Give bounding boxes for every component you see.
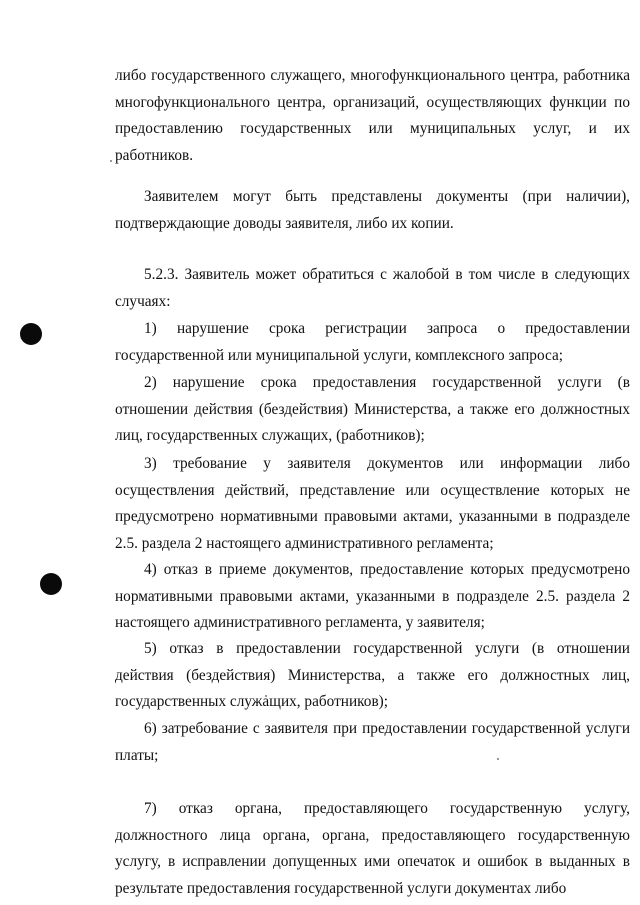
- list-item-3: 3) требование у заявителя документов или информации либо осуществления действий, представление или осуществление которых не предусмотрено нормативными правовыми актами, указанными в подразделе 2.5. раздела 2 настоящего административного регламента;: [115, 455, 630, 552]
- list-item-5: 5) отказ в предоставлении государственной услуги (в отношении действия (бездействия) Министерства, а также его должностных лиц, государственных служащих, работников);: [115, 640, 630, 710]
- punch-hole-lower: [40, 573, 62, 595]
- scan-speck: [110, 160, 112, 162]
- list-item-2: 2) нарушение срока предоставления государственной услуги (в отношении действия (бездействия) Министерства, а также его должностных лиц, государственных служащих, (работников);: [115, 374, 630, 444]
- paragraph-continuation: либо государственного служащего, многофункционального центра, работника многофункционального центра, организаций, осуществляющих функции по предоставлению государственных или муниципальных услуг, и их работников.: [115, 67, 630, 164]
- paragraph-evidence: Заявителем могут быть представлены документы (при наличии), подтверждающие доводы заявителя, либо их копии.: [115, 188, 630, 232]
- section-5-2-3-heading: 5.2.3. Заявитель может обратиться с жалобой в том числе в следующих случаях:: [115, 266, 630, 310]
- punch-hole-upper: [20, 323, 42, 345]
- list-item-1: 1) нарушение срока регистрации запроса о предоставлении государственной или муниципальной услуги, комплексного запроса;: [115, 320, 630, 364]
- list-item-4: 4) отказ в приеме документов, предоставление которых предусмотрено нормативными правовыми актами, указанными в подразделе 2.5. раздела 2 настоящего административного регламента, у заявителя;: [115, 561, 630, 631]
- list-item-7: 7) отказ органа, предоставляющего государственную услугу, должностного лица органа, органа, предоставляющего государственную услугу, в исправлении допущенных ими опечаток и ошибок в выданных в результате предоставления государственной услуги документах либо: [115, 800, 630, 897]
- list-item-6: 6) затребование с заявителя при предоставлении государственной услуги платы;: [115, 720, 630, 764]
